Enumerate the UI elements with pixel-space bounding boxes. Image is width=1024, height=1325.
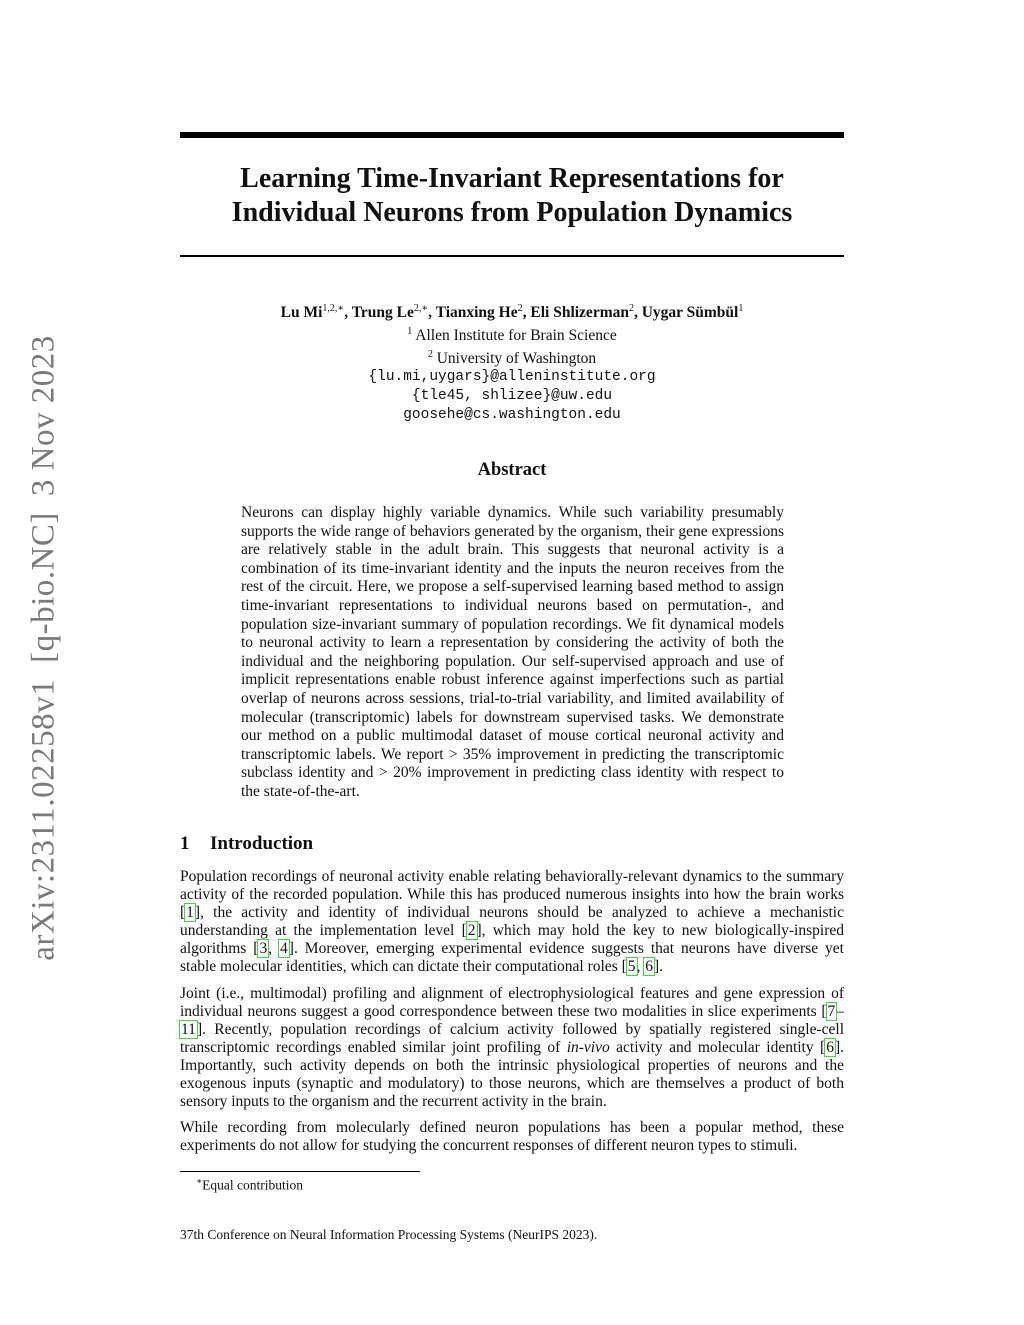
author-name: Lu Mi — [280, 304, 323, 322]
text-run: – — [836, 1002, 844, 1020]
affiliation-name: Allen Institute for Brain Science — [415, 327, 617, 345]
text-run: ], which may hold the key to new biologically-inspired algorithms [ — [180, 922, 844, 958]
footnote-text: Equal contribution — [202, 1177, 303, 1193]
text-run: ], the activity and identity of individual neurons should be analyzed to achieve a mechanistic understanding at the implementation level [ — [180, 904, 844, 940]
arxiv-category: [q-bio.NC] — [25, 512, 62, 663]
citation-link[interactable]: 4 — [280, 940, 288, 958]
author-marks: 1 — [738, 303, 744, 314]
text-run: activity and molecular identity [ — [609, 1038, 826, 1056]
author-marks: 1,2,∗ — [322, 303, 345, 314]
abstract-heading: Abstract — [477, 460, 547, 480]
citation-link[interactable]: 11 — [181, 1020, 196, 1038]
author-marks: 2,∗ — [413, 303, 429, 314]
author-name: Eli Shlizerman — [530, 304, 629, 322]
abstract-text: Neurons can display highly variable dynamics. While such variability presumably supports the wide range of behaviors generated by the organism, their gene expressions are relatively stable in the adult brain. This suggests that neuronal activity is a combination of its time-invariant identity and the inputs the neuron receives from the rest of the circuit. Here, we propose a self-supervised learning based method to assign time-invariant representations to individual neurons based on permutation-, and population size-invariant summary of population recordings. We fit dynamical models to neuronal activity to learn a representation by considering the activity of both the individual and the neighboring population. Our self-supervised approach and use of implicit representations enable robust inference against imperfections such as partial overlap of neurons across sessions, trial-to-trial variability, and limited availability of molecular (transcriptomic) labels for downstream supervised tasks. We demonstrate our method on a public multimodal dataset of mouse cortical neuronal activity and transcriptomic labels. We report > 35% improvement in predicting the transcriptomic subclass identity and > 20% improvement in predicting class identity with respect to the state-of-the-art. — [241, 504, 784, 800]
footnote — [196, 1176, 303, 1194]
paragraph — [180, 985, 844, 1112]
section-number: 1 — [180, 833, 190, 854]
author-name: Trung Le — [351, 304, 414, 322]
text-run: ]. Moreover, emerging experimental evidence suggests that neurons have diverse yet stable molecular identities, which can dictate their computational roles [ — [180, 940, 844, 976]
footnote-rule — [180, 1171, 420, 1172]
citation-link[interactable]: 2 — [467, 922, 476, 940]
author-email[interactable]: {tle45, shlizee}@uw.edu — [411, 388, 613, 405]
text-run: ]. Importantly, such activity depends on both the intrinsic physiological properties of neurons and the exogenous inputs (synaptic and modulatory) to those neurons, which are themselves a product of both sensory inputs to the organism and the recurrent activity in the brain. — [180, 1038, 844, 1111]
author-list: Lu $Mi^{1,2,∗}$, Trung $Le^{2,∗}$, Tianxing He$^2$, Eli Shlizerman$^2$, Uygar Sümbül$^1$ — [280, 303, 744, 322]
text-run: ]. — [654, 958, 664, 976]
author-name: Tianxing He — [435, 304, 518, 322]
author-marks: 2 — [517, 303, 523, 314]
citation-link[interactable]: 6 — [645, 958, 654, 976]
section-heading — [180, 833, 313, 855]
title-line-2: Individual Neurons from Population Dynamics — [231, 197, 793, 228]
author-email[interactable]: goosehe@cs.washington.edu — [403, 407, 621, 424]
paragraph — [180, 868, 844, 977]
text-run: , — [268, 940, 280, 958]
text-run: , — [636, 958, 645, 976]
affiliation-name: University of Washington — [436, 350, 597, 368]
introduction-body — [180, 868, 844, 1163]
paper-title — [180, 162, 844, 230]
paragraph: While recording from molecularly defined neuron populations has been a popular method, these experiments do not allow for studying the concurrent responses of different neuron types to stimuli. — [180, 1119, 844, 1155]
arxiv-date: 3 Nov 2023 — [25, 335, 62, 497]
text-run: ]. Recently, population recordings of calcium activity followed by spatially registered single-cell transcriptomic recordings enabled similar joint profiling of — [180, 1020, 844, 1056]
text-run: Joint (i.e., multimodal) profiling and alignment of electrophysiological features and gene expression of individual neurons suggest a good correspondence between these two modalities in slice experiments [ — [180, 984, 844, 1020]
citation-link[interactable]: 3 — [259, 940, 268, 958]
citation-link[interactable]: 7 — [827, 1002, 836, 1020]
title-line-1: Learning Time-Invariant Representations for — [240, 163, 784, 194]
citation-link[interactable]: 5 — [627, 958, 636, 976]
affiliation-mark: 2 — [427, 349, 433, 361]
conference-note: 37th Conference on Neural Information Processing Systems (NeurIPS 2023). — [180, 1227, 598, 1242]
footnote-mark: ∗ — [196, 1176, 203, 1186]
title-bottom-rule — [180, 255, 844, 257]
citation-link[interactable]: 6 — [826, 1038, 834, 1056]
affiliation — [180, 322, 844, 345]
arxiv-id: arXiv:2311.02258v1 — [25, 678, 62, 961]
author-marks: 2 — [628, 303, 634, 314]
author-name: Uygar Sümbül — [641, 304, 739, 322]
text-run: Population recordings of neuronal activity enable relating behaviorally-relevant dynamics to the summary activity of the recorded population. While this has produced numerous insights into how the brain works [ — [180, 868, 844, 922]
emphasis: in-vivo — [566, 1038, 610, 1056]
citation-link[interactable]: 1 — [186, 904, 194, 922]
title-top-rule — [180, 132, 844, 138]
author-block — [180, 299, 844, 425]
affiliation — [180, 345, 844, 368]
section-title: Introduction — [210, 833, 314, 854]
arxiv-stamp — [26, 335, 63, 960]
affiliation-mark: 1 — [407, 326, 413, 338]
author-email[interactable]: {lu.mi,uygars}@alleninstitute.org — [368, 369, 656, 386]
